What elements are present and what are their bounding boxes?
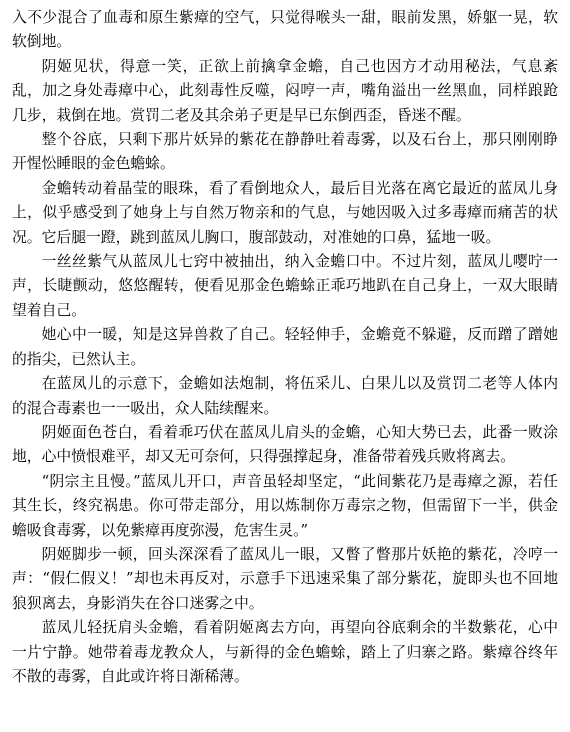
paragraph-3: 整个谷底，只剩下那片妖异的紫花在静静吐着毒雾，以及石台上，那只刚刚睁开惺忪睡眼的金色蟾蜍。 — [12, 131, 558, 173]
paragraph-10: 阴姬脚步一顿，回头深深看了蓝凤儿一眼，又瞥了瞥那片妖艳的紫花，冷哼一声：“假仁假义！”却也未再反对，示意手下迅速采集了部分紫花，旋即头也不回地狼狈离去，身影消失在谷口迷雾之中。 — [12, 545, 558, 612]
paragraph-5: 一丝丝紫气从蓝凤儿七窍中被抽出，纳入金蟾口中。不过片刻，蓝凤儿嘤咛一声，长睫颤动，悠悠醒转，便看见那金色蟾蜍正乖巧地趴在自己身上，一双大眼睛望着自己。 — [12, 253, 558, 319]
paragraph-8: 阴姬面色苍白，看着乖巧伏在蓝凤儿肩头的金蟾，心知大势已去，此番一败涂地，心中愤恨难平，却又无可奈何，只得强撑起身，准备带着残兵败将离去。 — [12, 423, 558, 466]
paragraph-6: 她心中一暖，知是这异兽救了自己。轻轻伸手，金蟾竟不躲避，反而蹭了蹭她的指尖，已然认主。 — [12, 326, 558, 368]
paragraph-1: 入不少混合了血毒和原生紫瘴的空气，只觉得喉头一甜，眼前发黑，娇躯一晃，软软倒地。 — [12, 9, 558, 51]
paragraph-9: “阴宗主且慢。”蓝凤儿开口，声音虽轻却坚定，“此间紫花乃是毒瘴之源，若任其生长，终究祸患。你可带走部分，用以炼制你万毒宗之物，但需留下一半，供金蟾吸食毒雾，以免紫瘴再度弥漫，危害生灵。” — [12, 472, 558, 539]
paragraph-4: 金蟾转动着晶莹的眼珠，看了看倒地众人，最后目光落在离它最近的蓝凤儿身上，似乎感受到了她身上与自然万物亲和的气息，与她因吸入过多毒瘴而痛苦的状况。它后腿一蹬，跳到蓝凤儿胸口，腹部鼓动，对准她的口鼻，猛地一吸。 — [12, 179, 558, 246]
paragraph-2: 阴姬见状，得意一笑，正欲上前擒拿金蟾，自己也因方才动用秘法，气息紊乱，加之身处毒瘴中心，此刻毒性反噬，闷哼一声，嘴角溢出一丝黑血，同样踉跄几步，栽倒在地。赏罚二老及其余弟子更是早已东倒西歪，昏迷不醒。 — [12, 57, 558, 124]
paragraph-7: 在蓝凤儿的示意下，金蟾如法炮制，将伍采儿、白果儿以及赏罚二老等人体内的混合毒素也一一吸出，众人陆续醒来。 — [12, 375, 558, 417]
paragraph-11: 蓝凤儿轻抚肩头金蟾，看着阴姬离去方向，再望向谷底剩余的半数紫花，心中一片宁静。她带着毒龙教众人，与新得的金色蟾蜍，踏上了归寨之路。紫瘴谷终年不散的毒雾，自此或许将日渐稀薄。 — [12, 619, 558, 685]
